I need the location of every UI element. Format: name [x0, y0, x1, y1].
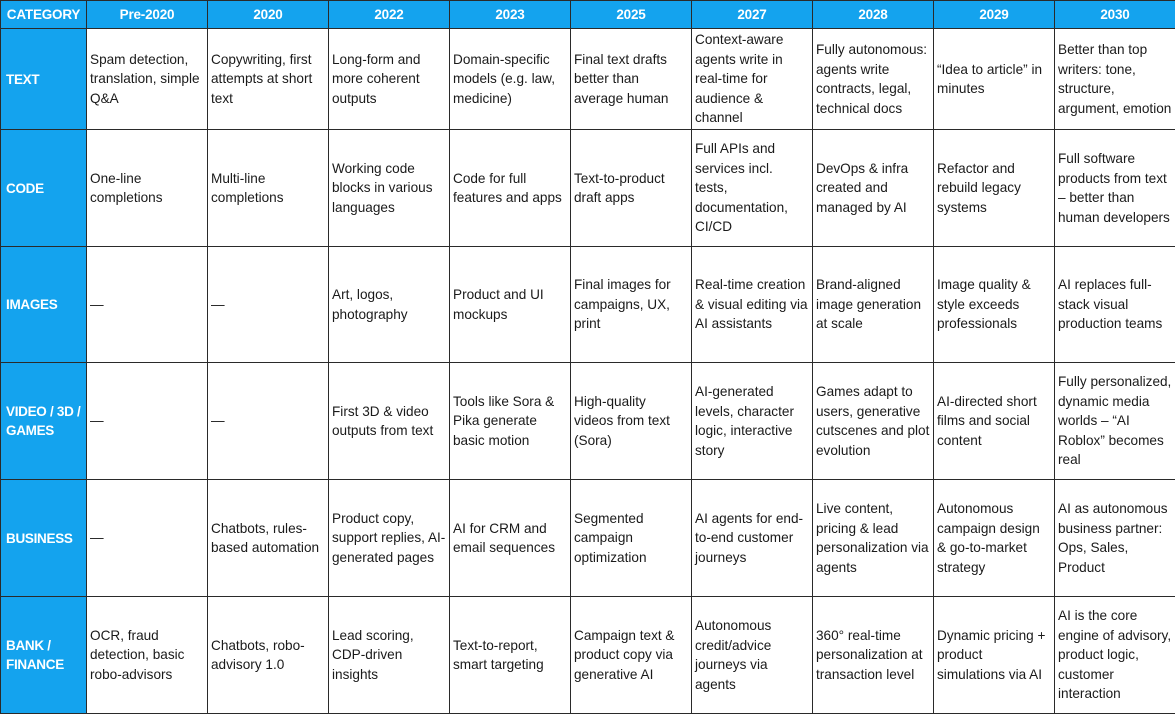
cell: Autonomous campaign design & go-to-market strategy [934, 480, 1055, 597]
row-images [1, 247, 1175, 363]
header-2028: 2028 [813, 1, 934, 29]
cell: Fully personalized, dynamic media worlds – “AI Roblox” becomes real [1055, 363, 1175, 480]
table-body [1, 29, 1175, 714]
cell: Campaign text & product copy via generative AI [571, 597, 692, 714]
header-2023: 2023 [450, 1, 571, 29]
cell: Chatbots, rules-based automation [208, 480, 329, 597]
cell: Code for full features and apps [450, 130, 571, 247]
cell: — [87, 247, 208, 363]
table-header [1, 1, 1175, 29]
cell: Autonomous credit/advice journeys via agents [692, 597, 813, 714]
cell: Final text drafts better than average human [571, 29, 692, 130]
row-bank-finance [1, 597, 1175, 714]
cell: AI agents for end-to-end customer journeys [692, 480, 813, 597]
cell: Better than top writers: tone, structure, argument, emotion [1055, 29, 1175, 130]
cell: AI-generated levels, character logic, interactive story [692, 363, 813, 480]
cell: Brand-aligned image generation at scale [813, 247, 934, 363]
cell: AI replaces full-stack visual production teams [1055, 247, 1175, 363]
cell: Chatbots, robo-advisory 1.0 [208, 597, 329, 714]
cell: AI-directed short films and social content [934, 363, 1055, 480]
cell: AI is the core engine of advisory, product logic, customer interaction [1055, 597, 1175, 714]
row-video-3d-games [1, 363, 1175, 480]
cell: Full software products from text – better than human developers [1055, 130, 1175, 247]
cell: First 3D & video outputs from text [329, 363, 450, 480]
cell: DevOps & infra created and managed by AI [813, 130, 934, 247]
cell: Dynamic pricing + product simulations via AI [934, 597, 1055, 714]
cell: Segmented campaign optimization [571, 480, 692, 597]
cell: Working code blocks in various languages [329, 130, 450, 247]
header-row [1, 1, 1175, 29]
header-pre-2020: Pre-2020 [87, 1, 208, 29]
header-2030: 2030 [1055, 1, 1175, 29]
cell: Art, logos, photography [329, 247, 450, 363]
cell: Context-aware agents write in real-time for audience & channel [692, 29, 813, 130]
header-2025: 2025 [571, 1, 692, 29]
cell: Product and UI mockups [450, 247, 571, 363]
category-video-3d-games: VIDEO / 3D / GAMES [1, 363, 87, 480]
cell: — [208, 247, 329, 363]
cell: Spam detection, translation, simple Q&A [87, 29, 208, 130]
cell: High-quality videos from text (Sora) [571, 363, 692, 480]
cell: — [87, 480, 208, 597]
row-code [1, 130, 1175, 247]
category-code: CODE [1, 130, 87, 247]
cell: 360° real-time personalization at transaction level [813, 597, 934, 714]
cell: Copywriting, first attempts at short text [208, 29, 329, 130]
cell: One-line completions [87, 130, 208, 247]
cell: Final images for campaigns, UX, print [571, 247, 692, 363]
category-bank-finance: BANK / FINANCE [1, 597, 87, 714]
cell: Domain-specific models (e.g. law, medicine) [450, 29, 571, 130]
category-business: BUSINESS [1, 480, 87, 597]
cell: “Idea to article” in minutes [934, 29, 1055, 130]
header-2027: 2027 [692, 1, 813, 29]
cell: OCR, fraud detection, basic robo-advisors [87, 597, 208, 714]
cell: Product copy, support replies, AI-generated pages [329, 480, 450, 597]
header-2022: 2022 [329, 1, 450, 29]
cell: Lead scoring, CDP-driven insights [329, 597, 450, 714]
cell: — [208, 363, 329, 480]
row-text [1, 29, 1175, 130]
cell: Text-to-report, smart targeting [450, 597, 571, 714]
cell: Fully autonomous: agents write contracts, legal, technical docs [813, 29, 934, 130]
cell: Full APIs and services incl. tests, documentation, CI/CD [692, 130, 813, 247]
cell: Refactor and rebuild legacy systems [934, 130, 1055, 247]
cell: Real-time creation & visual editing via AI assistants [692, 247, 813, 363]
cell: Long-form and more coherent outputs [329, 29, 450, 130]
category-images: IMAGES [1, 247, 87, 363]
header-2029: 2029 [934, 1, 1055, 29]
cell: Games adapt to users, generative cutscenes and plot evolution [813, 363, 934, 480]
cell: AI as autonomous business partner: Ops, Sales, Product [1055, 480, 1175, 597]
cell: Image quality & style exceeds professionals [934, 247, 1055, 363]
cell: Text-to-product draft apps [571, 130, 692, 247]
cell: AI for CRM and email sequences [450, 480, 571, 597]
row-business [1, 480, 1175, 597]
header-2020: 2020 [208, 1, 329, 29]
cell: Live content, pricing & lead personalization via agents [813, 480, 934, 597]
cell: Multi-line completions [208, 130, 329, 247]
cell: — [87, 363, 208, 480]
header-category: CATEGORY [1, 1, 87, 29]
category-text: TEXT [1, 29, 87, 130]
cell: Tools like Sora & Pika generate basic motion [450, 363, 571, 480]
